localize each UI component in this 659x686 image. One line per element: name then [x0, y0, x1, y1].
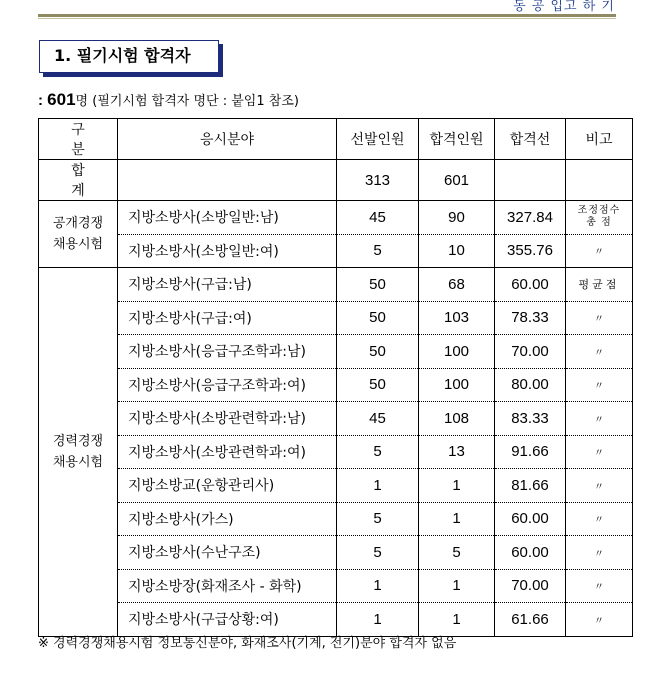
passed-cell: 103 [419, 301, 495, 335]
note-cell: 〃 [566, 603, 633, 637]
group-label-line1: 경력경쟁 [52, 433, 104, 449]
cutoff-cell: 78.33 [495, 301, 566, 335]
note-cell: 〃 [566, 234, 633, 268]
selected-cell: 50 [337, 268, 419, 302]
summary-prefix: : [38, 92, 48, 109]
note-cell: 〃 [566, 335, 633, 369]
table-row [39, 335, 633, 369]
note-cell [566, 201, 633, 235]
summary-unit: 명 [75, 94, 89, 109]
table-header-row [39, 119, 633, 160]
note-cell: 〃 [566, 469, 633, 503]
field-cell: 지방소방장(화재조사 - 화학) [118, 569, 337, 603]
table-row [39, 301, 633, 335]
table-row [39, 569, 633, 603]
group-label-career [39, 268, 118, 637]
passed-cell: 1 [419, 469, 495, 503]
header-field: 응시분야 [118, 119, 337, 160]
total-field [118, 160, 337, 201]
note-line1: 조정점수 [577, 205, 621, 217]
group-label-line2: 채용시험 [52, 237, 104, 252]
passed-cell: 90 [419, 201, 495, 235]
summary-detail: (필기시험 합격자 명단 : 붙임1 참조) [88, 94, 299, 109]
table-row [39, 502, 633, 536]
header-cutoff: 합격선 [495, 119, 566, 160]
field-cell: 지방소방사(소방일반:남) [118, 201, 337, 235]
cutoff-cell: 80.00 [495, 368, 566, 402]
top-rule-thin [38, 18, 616, 19]
table-row [39, 368, 633, 402]
table-row [39, 536, 633, 570]
table-row [39, 234, 633, 268]
cutoff-cell: 83.33 [495, 402, 566, 436]
note-cell: 평균점 [566, 268, 633, 302]
summary-line [38, 90, 299, 110]
field-cell: 지방소방사(구급:여) [118, 301, 337, 335]
selected-cell: 5 [337, 435, 419, 469]
selected-cell: 45 [337, 201, 419, 235]
passed-cell: 13 [419, 435, 495, 469]
summary-count: 601 [47, 90, 76, 109]
cutoff-cell: 327.84 [495, 201, 566, 235]
cutoff-cell: 91.66 [495, 435, 566, 469]
footnote: ※ 경력경쟁채용시험 정보통신분야, 화재조사(기계, 전기)분야 합격자 없음 [38, 636, 457, 651]
cutoff-cell: 60.00 [495, 502, 566, 536]
table-row [39, 201, 633, 235]
selected-cell: 5 [337, 536, 419, 570]
selected-cell: 50 [337, 335, 419, 369]
results-table [38, 118, 633, 637]
group-label-line1: 공개경쟁 [52, 216, 104, 231]
total-row [39, 160, 633, 201]
field-cell: 지방소방사(소방관련학과:남) [118, 402, 337, 436]
table-row [39, 603, 633, 637]
note-cell: 〃 [566, 301, 633, 335]
group-label-open [39, 201, 118, 268]
passed-cell: 10 [419, 234, 495, 268]
selected-cell: 50 [337, 368, 419, 402]
field-cell: 지방소방사(수난구조) [118, 536, 337, 570]
header-passed: 합격인원 [419, 119, 495, 160]
note-cell: 〃 [566, 402, 633, 436]
field-cell: 지방소방교(운항관리사) [118, 469, 337, 503]
field-cell: 지방소방사(소방관련학과:여) [118, 435, 337, 469]
cutoff-cell: 81.66 [495, 469, 566, 503]
cutoff-cell: 60.00 [495, 268, 566, 302]
field-cell: 지방소방사(가스) [118, 502, 337, 536]
cutoff-cell: 70.00 [495, 569, 566, 603]
passed-cell: 100 [419, 368, 495, 402]
note-cell: 〃 [566, 368, 633, 402]
selected-cell: 5 [337, 234, 419, 268]
header-note: 비고 [566, 119, 633, 160]
field-cell: 지방소방사(구급:남) [118, 268, 337, 302]
cutoff-cell: 61.66 [495, 603, 566, 637]
field-cell: 지방소방사(구급상황:여) [118, 603, 337, 637]
note-cell: 〃 [566, 435, 633, 469]
passed-cell: 1 [419, 603, 495, 637]
field-cell: 지방소방사(응급구조학과:남) [118, 335, 337, 369]
table-row [39, 469, 633, 503]
selected-cell: 45 [337, 402, 419, 436]
total-note [566, 160, 633, 201]
selected-cell: 1 [337, 569, 419, 603]
note-cell: 〃 [566, 502, 633, 536]
note-cell: 〃 [566, 536, 633, 570]
selected-cell: 50 [337, 301, 419, 335]
field-cell: 지방소방사(응급구조학과:여) [118, 368, 337, 402]
total-cutoff [495, 160, 566, 201]
passed-cell: 1 [419, 569, 495, 603]
table-row [39, 402, 633, 436]
passed-cell: 68 [419, 268, 495, 302]
note-cell: 〃 [566, 569, 633, 603]
cutoff-cell: 70.00 [495, 335, 566, 369]
total-label: 합 계 [39, 160, 118, 201]
header-category: 구 분 [39, 119, 118, 160]
table-row [39, 268, 633, 302]
group-label-line2: 채용시험 [52, 454, 104, 470]
top-rule [38, 14, 616, 17]
total-selected: 313 [337, 160, 419, 201]
table-row [39, 435, 633, 469]
passed-cell: 108 [419, 402, 495, 436]
selected-cell: 5 [337, 502, 419, 536]
note-line2: 총 점 [586, 217, 612, 229]
field-cell: 지방소방사(소방일반:여) [118, 234, 337, 268]
passed-cell: 1 [419, 502, 495, 536]
section-title: 1. 필기시험 합격자 [39, 40, 219, 73]
selected-cell: 1 [337, 603, 419, 637]
passed-cell: 5 [419, 536, 495, 570]
cutoff-cell: 355.76 [495, 234, 566, 268]
header-fragment: 동 공 입고 하 기 [513, 0, 615, 14]
selected-cell: 1 [337, 469, 419, 503]
header-selected: 선발인원 [337, 119, 419, 160]
total-passed: 601 [419, 160, 495, 201]
passed-cell: 100 [419, 335, 495, 369]
cutoff-cell: 60.00 [495, 536, 566, 570]
